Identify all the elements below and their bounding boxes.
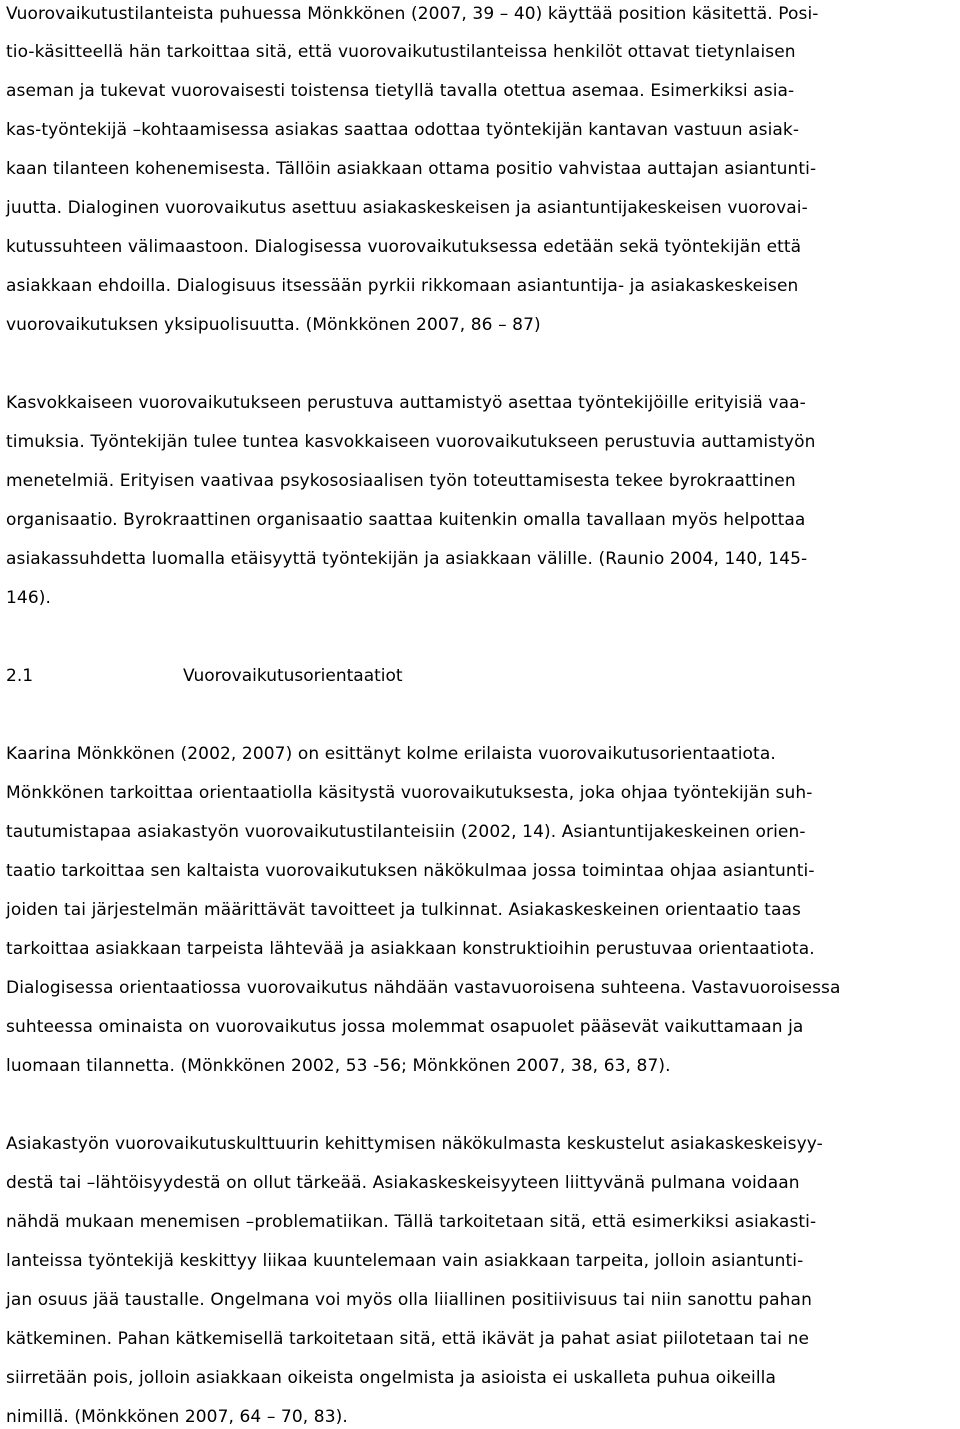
paragraph-4-line: nimillä. (Mönkkönen 2007, 64 – 70, 83). bbox=[6, 1407, 348, 1427]
paragraph-3-line: tarkoittaa asiakkaan tarpeista lähtevää ja asiakkaan konstruktioihin perustuvaa orientaatiota. bbox=[6, 939, 815, 959]
paragraph-1-line: Vuorovaikutustilanteista puhuessa Mönkkönen (2007, 39 – 40) käyttää position käsitettä. Posi- bbox=[6, 4, 819, 24]
paragraph-1-line: aseman ja tukevat vuorovaisesti toistensa tietyllä tavalla otettua asemaa. Esimerkiksi asia- bbox=[6, 81, 795, 101]
paragraph-3-line: Kaarina Mönkkönen (2002, 2007) on esittänyt kolme erilaista vuorovaikutusorientaatiota. bbox=[6, 744, 776, 764]
paragraph-3-line: luomaan tilannetta. (Mönkkönen 2002, 53 -56; Mönkkönen 2007, 38, 63, 87). bbox=[6, 1056, 671, 1076]
paragraph-2-line: 146). bbox=[6, 588, 51, 608]
paragraph-2-line: Kasvokkaiseen vuorovaikutukseen perustuva auttamistyö asettaa työntekijöille erityisiä vaa- bbox=[6, 393, 806, 413]
paragraph-3-line: Mönkkönen tarkoittaa orientaatiolla käsitystä vuorovaikutuksesta, joka ohjaa työntekijän suh- bbox=[6, 783, 813, 803]
paragraph-2-line: menetelmiä. Erityisen vaativaa psykososiaalisen työn toteuttamisesta tekee byrokraattinen bbox=[6, 471, 796, 491]
paragraph-1-line: asiakkaan ehdoilla. Dialogisuus itsessään pyrkii rikkomaan asiantuntija- ja asiakaskeskeisen bbox=[6, 276, 799, 296]
paragraph-1-line: kas-työntekijä –kohtaamisessa asiakas saattaa odottaa työntekijän kantavan vastuun asiak- bbox=[6, 120, 800, 140]
paragraph-4-line: destä tai –lähtöisyydestä on ollut tärkeää. Asiakaskeskeisyyteen liittyvänä pulmana voidaan bbox=[6, 1173, 800, 1193]
paragraph-4-line: nähdä mukaan menemisen –problematiikan. Tällä tarkoitetaan sitä, että esimerkiksi asiakasti- bbox=[6, 1212, 817, 1232]
paragraph-1-line: vuorovaikutuksen yksipuolisuutta. (Mönkkönen 2007, 86 – 87) bbox=[6, 315, 541, 335]
paragraph-3-line: Dialogisessa orientaatiossa vuorovaikutus nähdään vastavuoroisena suhteena. Vastavuoroisessa bbox=[6, 978, 841, 998]
paragraph-2-line: organisaatio. Byrokraattinen organisaatio saattaa kuitenkin omalla tavallaan myös helpottaa bbox=[6, 510, 806, 530]
paragraph-3-line: taatio tarkoittaa sen kaltaista vuorovaikutuksen näkökulmaa jossa toimintaa ohjaa asiantunti- bbox=[6, 861, 815, 881]
section-title: Vuorovaikutusorientaatiot bbox=[183, 666, 403, 686]
section-number: 2.1 bbox=[6, 666, 34, 686]
paragraph-3-line: tautumistapaa asiakastyön vuorovaikutustilanteisiin (2002, 14). Asiantuntijakeskeinen orien- bbox=[6, 822, 806, 842]
paragraph-3-line: joiden tai järjestelmän määrittävät tavoitteet ja tulkinnat. Asiakaskeskeinen orientaatio taas bbox=[6, 900, 801, 920]
paragraph-4-line: Asiakastyön vuorovaikutuskulttuurin kehittymisen näkökulmasta keskustelut asiakaskeskeisyy- bbox=[6, 1134, 823, 1154]
paragraph-2-line: timuksia. Työntekijän tulee tuntea kasvokkaiseen vuorovaikutukseen perustuvia auttamistyön bbox=[6, 432, 816, 452]
paragraph-2-line: asiakassuhdetta luomalla etäisyyttä työntekijän ja asiakkaan välille. (Raunio 2004, 140, 145- bbox=[6, 549, 808, 569]
paragraph-1-line: juutta. Dialoginen vuorovaikutus asettuu asiakaskeskeisen ja asiantuntijakeskeisen vuorovai- bbox=[6, 198, 808, 218]
paragraph-3-line: suhteessa ominaista on vuorovaikutus jossa molemmat osapuolet pääsevät vaikuttamaan ja bbox=[6, 1017, 804, 1037]
paragraph-4-line: siirretään pois, jolloin asiakkaan oikeista ongelmista ja asioista ei uskalleta puhua oikeilla bbox=[6, 1368, 777, 1388]
paragraph-1-line: kaan tilanteen kohenemisesta. Tällöin asiakkaan ottama positio vahvistaa auttajan asiantunti- bbox=[6, 159, 817, 179]
paragraph-1-line: kutussuhteen välimaastoon. Dialogisessa vuorovaikutuksessa edetään sekä työntekijän että bbox=[6, 237, 802, 257]
paragraph-4-line: jan osuus jää taustalle. Ongelmana voi myös olla liiallinen positiivisuus tai niin sanottu pahan bbox=[6, 1290, 812, 1310]
paragraph-1-line: tio-käsitteellä hän tarkoittaa sitä, että vuorovaikutustilanteissa henkilöt ottavat tietynlaisen bbox=[6, 42, 796, 62]
paragraph-4-line: lanteissa työntekijä keskittyy liikaa kuuntelemaan vain asiakkaan tarpeita, jolloin asiantunti- bbox=[6, 1251, 804, 1271]
paragraph-4-line: kätkeminen. Pahan kätkemisellä tarkoitetaan sitä, että ikävät ja pahat asiat piilotetaan tai ne bbox=[6, 1329, 810, 1349]
